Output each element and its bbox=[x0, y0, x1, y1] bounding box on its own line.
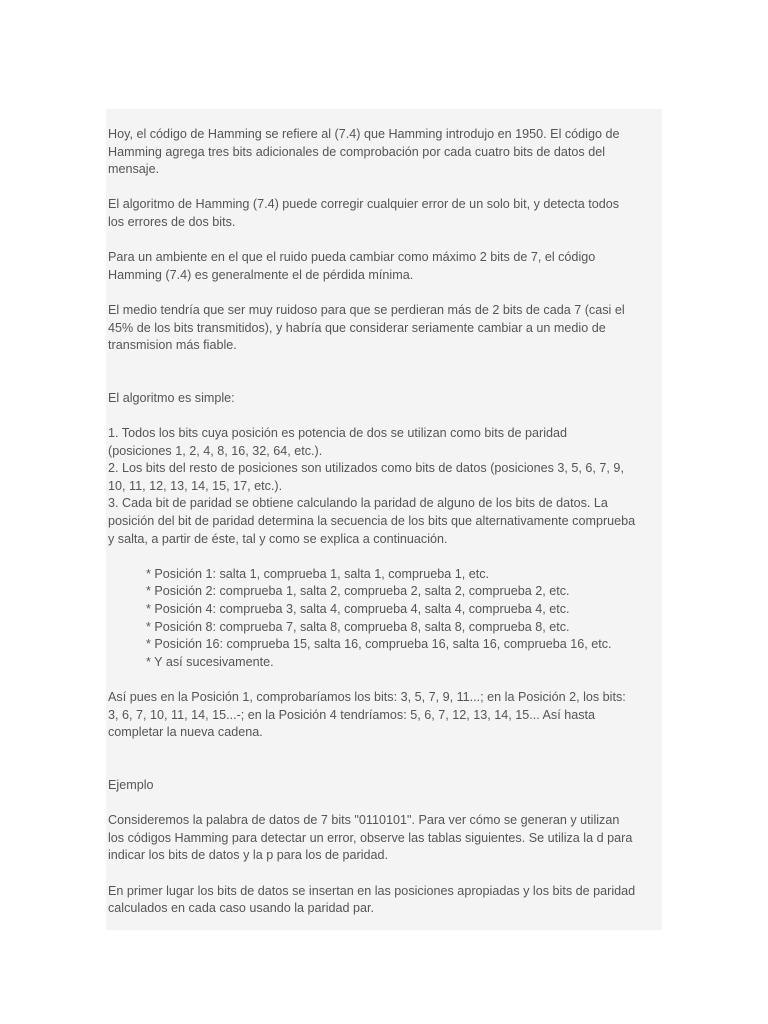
list-item: 2. Los bits del resto de posiciones son utilizados como bits de datos (posiciones 3, 5, 6, 7, 9, 10, 11, 12, 13, 14, 15, 17, etc.). bbox=[108, 461, 624, 493]
paragraph-example-heading: Ejemplo bbox=[108, 777, 154, 792]
list-item: * Posición 2: comprueba 1, salta 2, comprueba 2, salta 2, comprueba 2, etc. bbox=[146, 584, 570, 599]
list-item: * Posición 16: comprueba 15, salta 16, comprueba 16, salta 16, comprueba 16, etc. bbox=[146, 637, 612, 652]
list-item: * Posición 8: comprueba 7, salta 8, comprueba 8, salta 8, comprueba 8, etc. bbox=[146, 619, 570, 634]
list-item: 1. Todos los bits cuya posición es potencia de dos se utilizan como bits de paridad (posiciones 1, 2, 4, 8, 16, 32, 64, etc.). bbox=[108, 426, 568, 458]
spacer bbox=[108, 372, 662, 390]
list-item: * Posición 1: salta 1, comprueba 1, salta 1, comprueba 1, etc. bbox=[146, 566, 490, 581]
spacer bbox=[108, 759, 662, 777]
paragraph-noise-environment: Para un ambiente en el que el ruido pueda cambiar como máximo 2 bits de 7, el código Hamming (7.4) es generalmente el de pérdida mínima. bbox=[108, 250, 596, 282]
algorithm-steps-list bbox=[108, 425, 662, 548]
list-item: * Posición 4: comprueba 3, salta 4, comprueba 4, salta 4, comprueba 4, etc. bbox=[146, 602, 570, 617]
paragraph-algorithm-heading: El algoritmo es simple: bbox=[108, 390, 235, 405]
paragraph-noisy-medium: El medio tendría que ser muy ruidoso para que se perdieran más de 2 bits de cada 7 (casi el 45% de los bits transmitidos), y habría que considerar seriamente cambiar a un medio de transmision más fiable. bbox=[108, 302, 625, 353]
parity-rules-list bbox=[108, 566, 662, 672]
paragraph-data-insertion: En primer lugar los bits de datos se insertan en las posiciones apropiadas y los bits de paridad calculados en cada caso usando la paridad par. bbox=[108, 883, 636, 916]
list-item: * Y así sucesivamente. bbox=[146, 654, 274, 669]
list-item: 3. Cada bit de paridad se obtiene calculando la paridad de alguno de los bits de datos. La posición del bit de paridad determina la secuencia de los bits que alternativamente comprueba y salta, a partir de éste, tal y como se explica a continuación. bbox=[108, 496, 636, 546]
document-body bbox=[106, 109, 662, 930]
paragraph-example-intro: Consideremos la palabra de datos de 7 bits "0110101". Para ver cómo se generan y utilizan los códigos Hamming para detectar un error, observe las tablas siguientes. Se utiliza la d para indicar los bits de datos y la p para los de paridad. bbox=[108, 813, 633, 863]
paragraph-positions-summary: Así pues en la Posición 1, comprobaríamos los bits: 3, 5, 7, 9, 11...; en la Posición 2, los bits: 3, 6, 7, 10, 11, 14, 15...-; en la Posición 4 tendríamos: 5, 6, 7, 12, 13, 14, 15... Así hasta completar la nueva cadena. bbox=[108, 690, 626, 740]
paragraph-intro: Hoy, el código de Hamming se refiere al (7.4) que Hamming introdujo en 1950. El código de Hamming agrega tres bits adicionales de comprobación por cada cuatro bits de datos del mensaje. bbox=[108, 127, 620, 177]
paragraph-algorithm-capability: El algoritmo de Hamming (7.4) puede corregir cualquier error de un solo bit, y detecta todos los errores de dos bits. bbox=[108, 197, 620, 229]
